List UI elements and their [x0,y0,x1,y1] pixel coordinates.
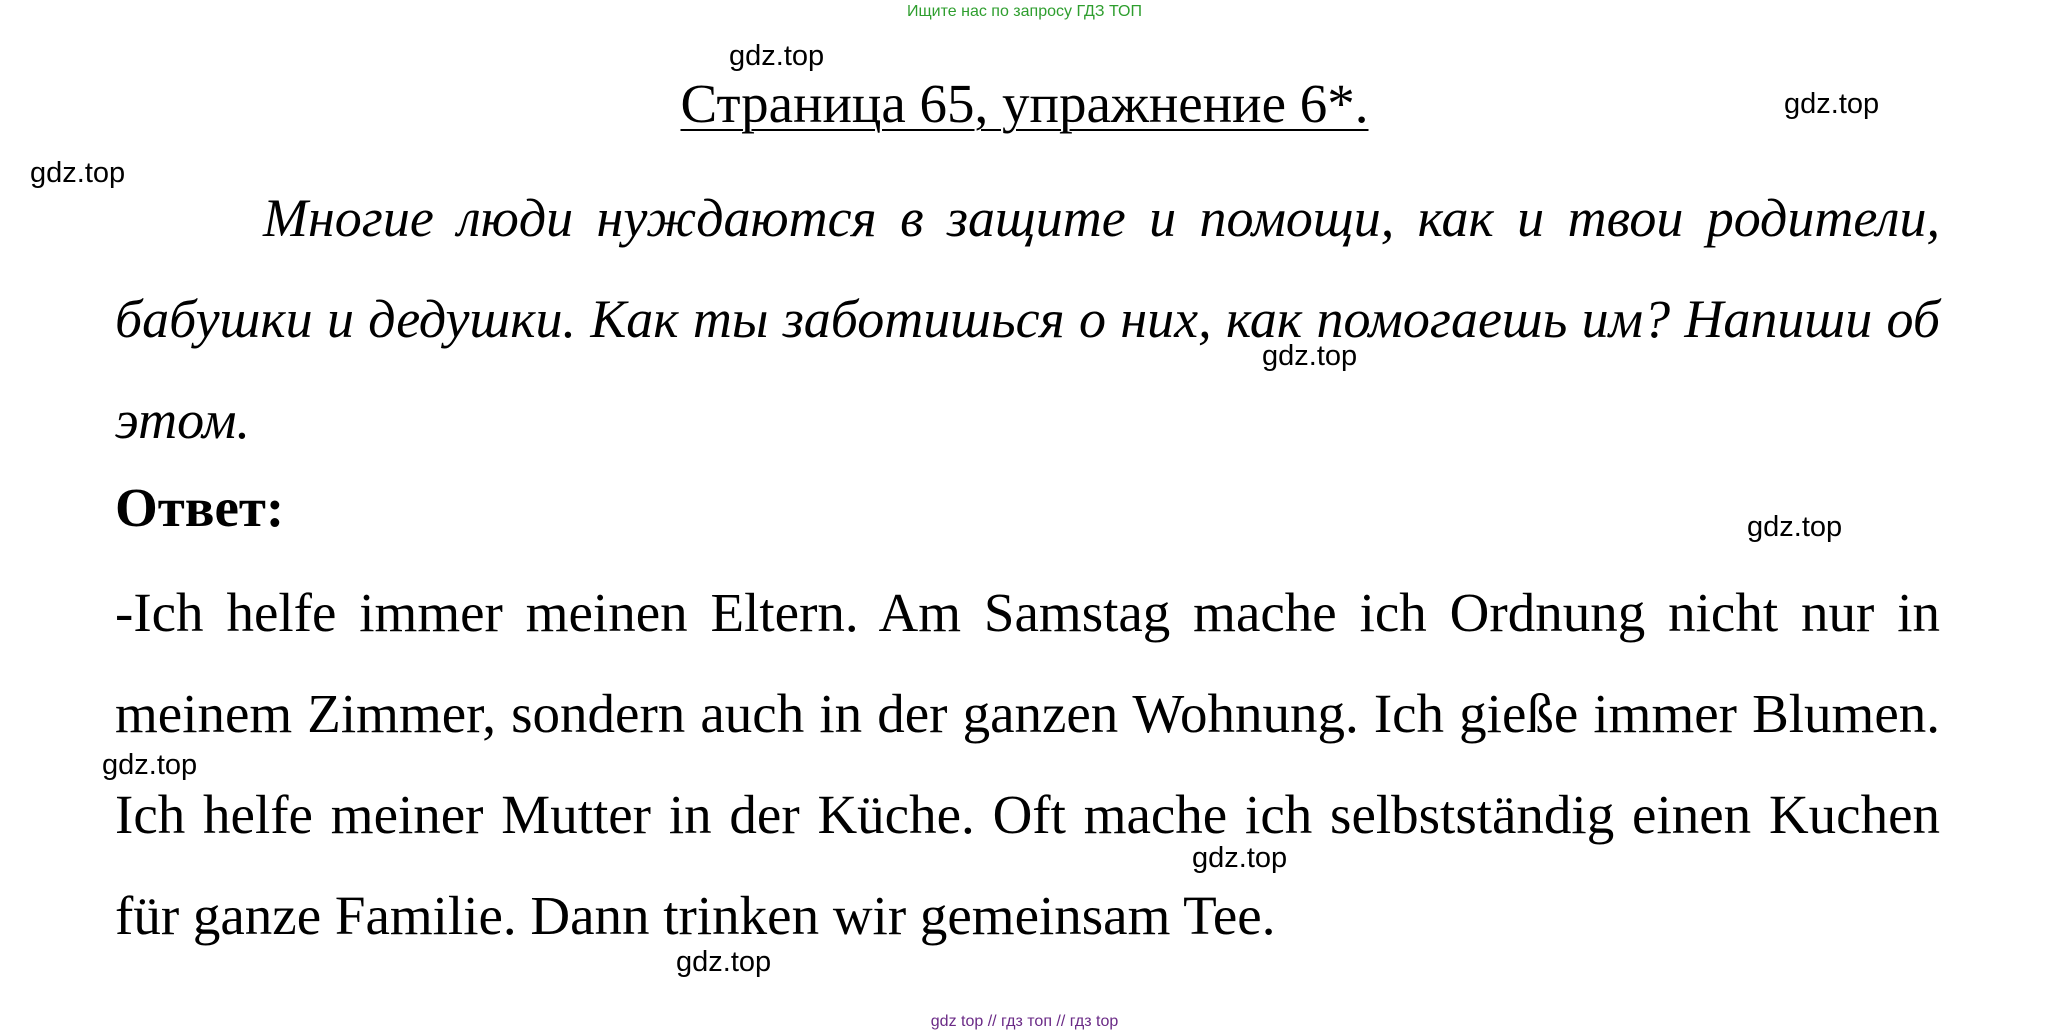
page-title: Страница 65, упражнение 6*. [680,73,1369,134]
watermark: gdz.top [30,157,126,189]
watermark: gdz.top [102,749,198,781]
watermark: gdz.top [1192,842,1288,874]
watermark: gdz.top [1262,340,1358,372]
task-text: Многие люди нуждаются в защите и помощи, как и твои родители, бабушки и дедушки. Как ты заботишься о них, как помогаешь им? Напиши об этом. [115,188,1940,450]
watermark: gdz.top [729,40,825,72]
answer-heading: Ответ: [115,477,285,538]
answer-text: -Ich helfe immer meinen Eltern. Am Samstag mache ich Ordnung nicht nur in meinem Zimmer, sondern auch in der ganzen Wohnung. Ich gieße immer Blumen. Ich helfe meiner Mutter in der Küche. Oft mache ich selbstständig einen Kuchen für ganze Familie. Dann trinken wir gemeinsam Tee. [115,582,1940,946]
top-banner: Ищите нас по запросу ГДЗ ТОП [907,3,1142,20]
watermark: gdz.top [1747,511,1843,543]
watermark: gdz.top [676,946,772,978]
watermark: gdz.top [1784,88,1880,120]
footer-links: gdz top // гдз топ // гдз top [930,1013,1119,1030]
